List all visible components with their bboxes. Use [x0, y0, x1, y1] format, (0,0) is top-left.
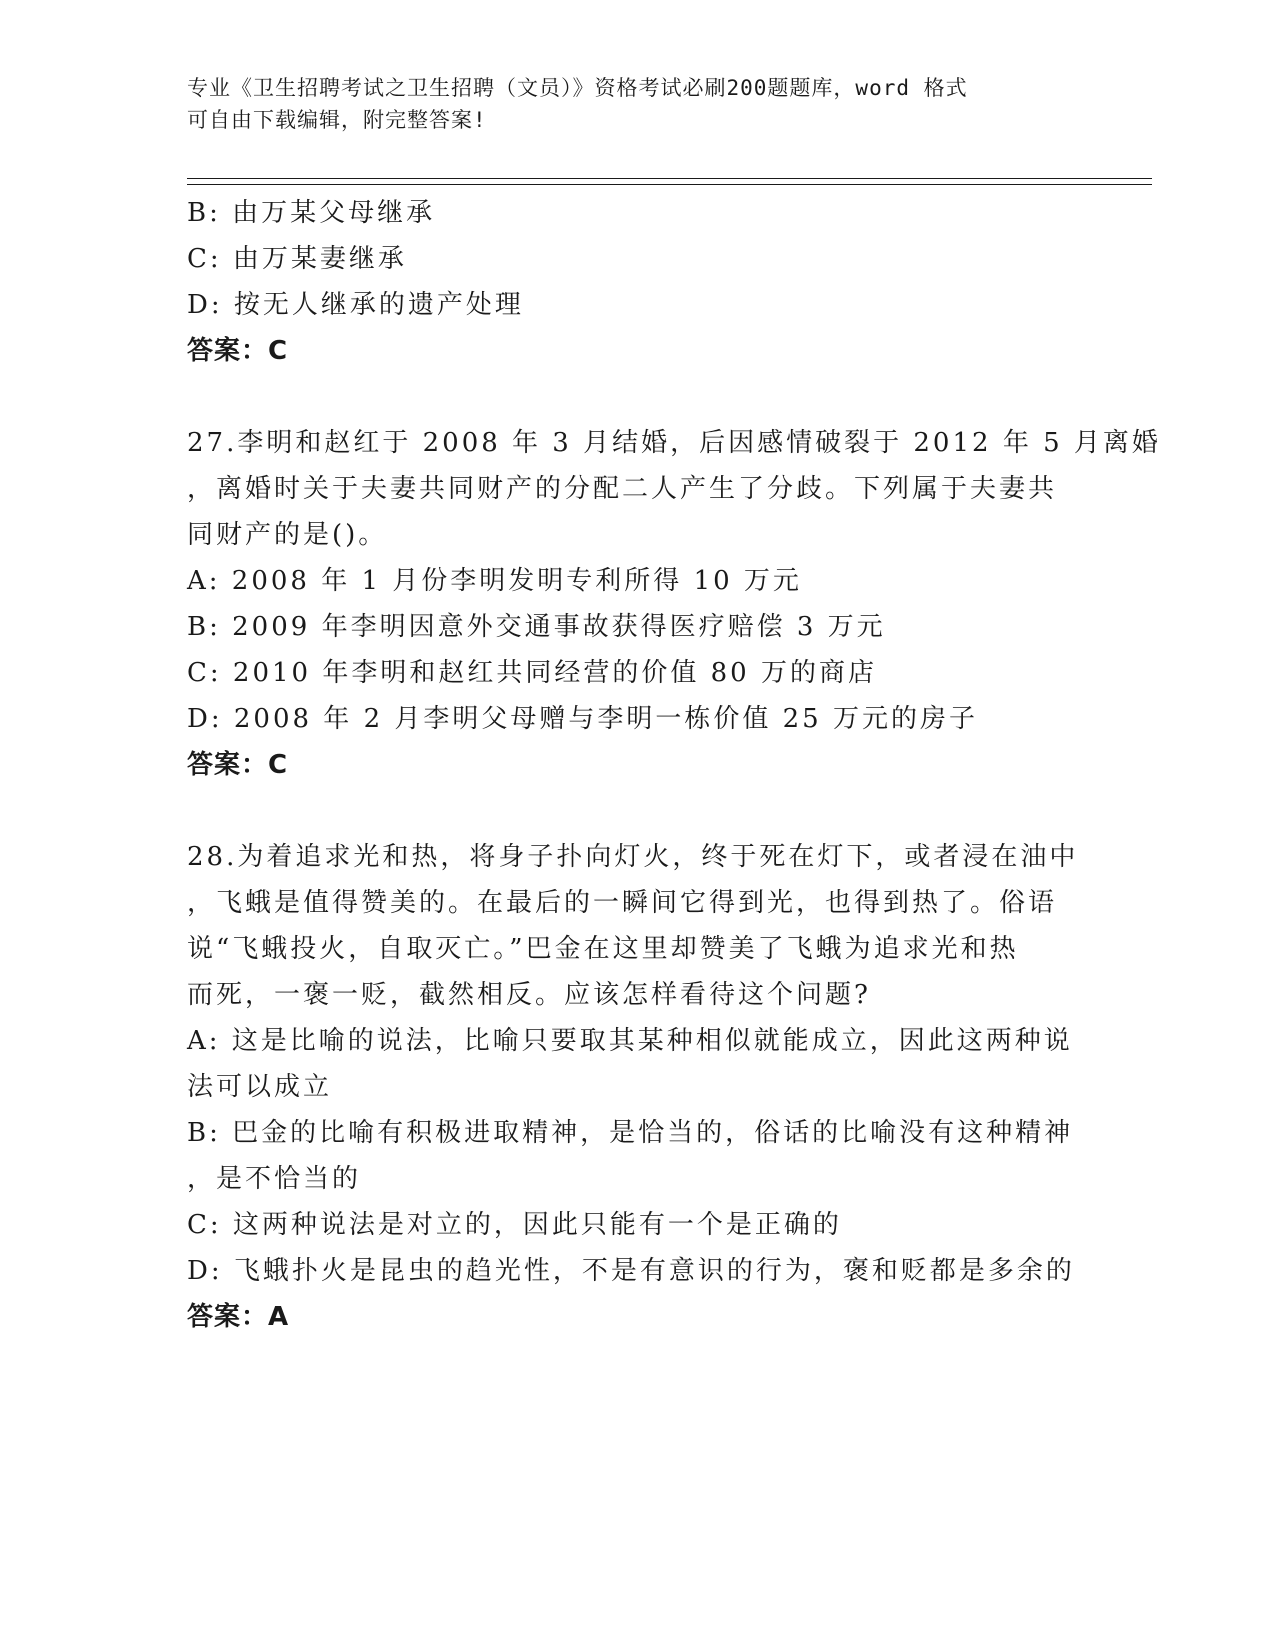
option-c: C: 由万某妻继承 — [187, 244, 407, 274]
question-26-answer: 答案：C — [187, 336, 289, 366]
option-b: B: 2009 年李明因意外交通事故获得医疗赔偿 3 万元 — [187, 612, 886, 642]
spacer — [187, 788, 1087, 834]
option-b-line-1: B: 巴金的比喻有积极进取精神，是恰当的，俗话的比喻没有这种精神 — [187, 1118, 1074, 1148]
question-27 — [187, 420, 1161, 742]
header-divider-bottom — [187, 184, 1152, 185]
question-28-answer: 答案：A — [187, 1302, 290, 1332]
question-28-stem-line-4: 而死，一褒一贬，截然相反。应该怎样看待这个问题? — [187, 980, 871, 1010]
option-d: D: 2008 年 2 月李明父母赠与李明一栋价值 25 万元的房子 — [187, 704, 978, 734]
question-28-stem-line-2: ，飞蛾是值得赞美的。在最后的一瞬间它得到光，也得到热了。俗语 — [187, 888, 1058, 918]
question-27-stem-line-3: 同财产的是()。 — [187, 520, 388, 550]
header-divider-top — [187, 178, 1152, 179]
option-c: C: 这两种说法是对立的，因此只能有一个是正确的 — [187, 1210, 842, 1240]
header-line-1: 专业《卫生招聘考试之卫生招聘（文员）》资格考试必刷200题题库，word 格式 — [187, 76, 968, 100]
option-b: B: 由万某父母继承 — [187, 198, 436, 228]
option-a-line-1: A: 这是比喻的说法，比喻只要取其某种相似就能成立，因此这两种说 — [187, 1026, 1073, 1056]
document-header — [187, 72, 1087, 136]
question-28-stem-line-3: 说“飞蛾投火，自取灭亡。”巴金在这里却赞美了飞蛾为追求光和热 — [187, 934, 1019, 964]
question-content — [187, 190, 1161, 1340]
question-27-stem-line-1: 27.李明和赵红于 2008 年 3 月结婚，后因感情破裂于 2012 年 5 月离婚 — [187, 428, 1161, 458]
question-28-stem-line-1: 28.为着追求光和热，将身子扑向灯火，终于死在灯下，或者浸在油中 — [187, 842, 1079, 872]
question-28 — [187, 834, 1087, 1294]
question-26-options — [187, 190, 1087, 328]
option-a: A: 2008 年 1 月份李明发明专利所得 10 万元 — [187, 566, 802, 596]
option-c: C: 2010 年李明和赵红共同经营的价值 80 万的商店 — [187, 658, 877, 688]
option-b-line-2: ，是不恰当的 — [187, 1164, 362, 1194]
option-d: D: 按无人继承的遗产处理 — [187, 290, 524, 320]
spacer — [187, 374, 1087, 420]
question-27-stem-line-2: ，离婚时关于夫妻共同财产的分配二人产生了分歧。下列属于夫妻共 — [187, 474, 1058, 504]
header-line-2: 可自由下载编辑，附完整答案! — [187, 108, 487, 132]
option-d: D: 飞蛾扑火是昆虫的趋光性，不是有意识的行为，褒和贬都是多余的 — [187, 1256, 1075, 1286]
option-a-line-2: 法可以成立 — [187, 1072, 333, 1102]
question-27-answer: 答案：C — [187, 750, 289, 780]
